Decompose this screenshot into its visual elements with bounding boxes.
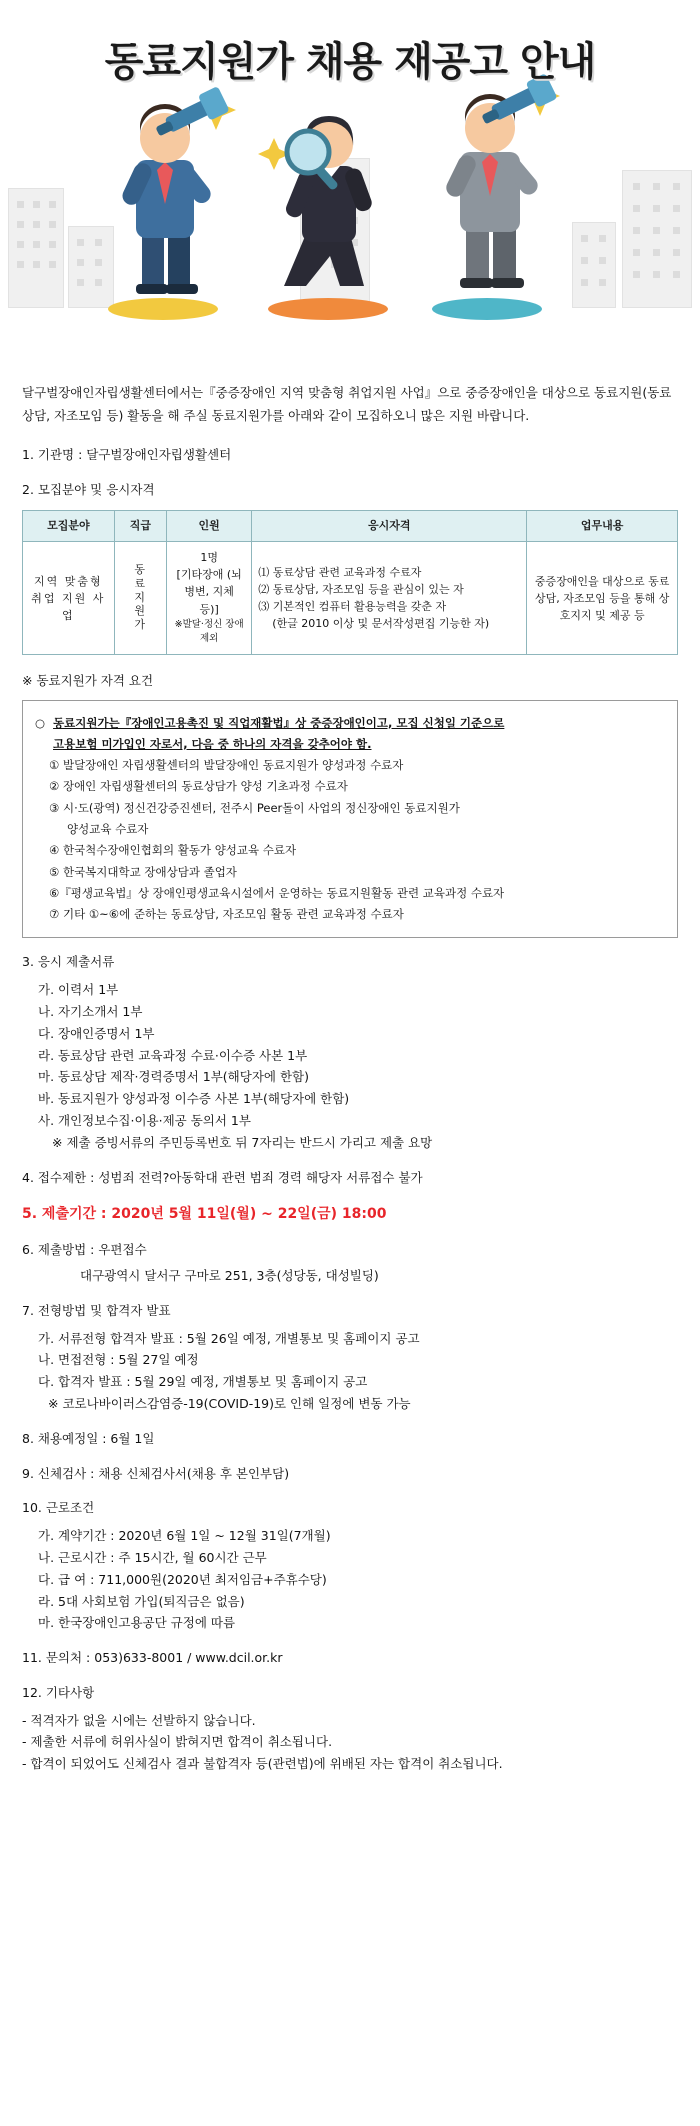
page-title: 동료지원가 채용 재공고 안내	[104, 39, 596, 85]
section-conditions-heading: 10. 근로조건	[22, 1500, 95, 1516]
etc-item: - 제출한 서류에 허위사실이 밝혀지면 합격이 취소됩니다.	[22, 1734, 333, 1750]
section-fields-heading: 2. 모집분야 및 응시자격	[22, 481, 155, 497]
etc-list	[22, 1710, 678, 1776]
cell-count-note: ※발달·정신 장애 제외	[174, 618, 244, 645]
cell-field-text: 지역 맞춤형 취업 지원 사업	[31, 574, 106, 622]
qualification-item: ⑥『평생교육법』상 장애인평생교육시설에서 운영하는 동료지원활동 관련 교육과정 수료자	[49, 885, 505, 900]
figure-right-telescope	[418, 54, 568, 308]
selection-item: 가. 서류전형 합격자 발표 : 5월 26일 예정, 개별통보 및 홈페이지 공고	[38, 1330, 420, 1346]
qualification-heading: ※ 동료지원가 자격 요건	[22, 673, 154, 689]
qualification-lead	[35, 713, 665, 734]
section-docs-heading: 3. 응시 제출서류	[22, 954, 115, 970]
cell-grade	[114, 542, 166, 655]
section-period	[22, 1203, 678, 1226]
section-selection-heading: 7. 전형방법 및 합격자 발표	[22, 1302, 171, 1318]
docs-list	[22, 979, 678, 1154]
cell-count-main: 1명	[200, 551, 218, 565]
conditions-list	[22, 1525, 678, 1634]
table-row	[23, 542, 678, 655]
selection-note: ※ 코로나바이러스감염증-19(COVID-19)로 인해 일정에 변동 가능	[48, 1396, 411, 1412]
requirement-line: ⑴ 동료상담 관련 교육과정 수료자	[258, 566, 422, 580]
section-submit-heading: 6. 제출방법 : 우편접수	[22, 1241, 147, 1257]
cell-duty: 중증장애인을 대상으로 동료상담, 자조모임 등을 통해 상호지지 및 제공 등	[527, 542, 678, 655]
docs-item: 나. 자기소개서 1부	[38, 1003, 143, 1019]
cell-requirements	[252, 542, 527, 655]
docs-item: 사. 개인정보수집·이용·제공 동의서 1부	[38, 1113, 251, 1129]
cell-field	[23, 542, 115, 655]
figure-center-magnifier	[258, 74, 398, 308]
selection-item: 다. 합격자 발표 : 5월 29일 예정, 개별통보 및 홈페이지 공고	[38, 1374, 368, 1390]
figure-left-telescope	[96, 64, 236, 308]
period-label: 5. 제출기간 :	[22, 1205, 112, 1222]
docs-note: ※ 제출 증빙서류의 주민등록번호 뒤 7자리는 반드시 가리고 제출 요망	[52, 1135, 433, 1151]
th-grade: 직급	[114, 511, 166, 542]
requirement-line: ⑵ 동료상담, 자조모임 등을 관심이 있는 자	[258, 583, 464, 597]
hero-banner	[0, 0, 700, 360]
conditions-item: 가. 계약기간 : 2020년 6월 1일 ~ 12월 31일(7개월)	[38, 1527, 331, 1543]
circle-bullet-icon: ○	[35, 715, 50, 730]
qualification-item: ① 발달장애인 자립생활센터의 발달장애인 동료지원가 양성과정 수료자	[49, 758, 404, 773]
intro-paragraph: 달구벌장애인자립생활센터에서는『중증장애인 지역 맞춤형 취업지원 사업』으로 중증장애인을 대상으로 동료지원(동료상담, 자조모임 등) 활동을 해 주실 동료지원가를 아래와 같이 모집하오니 많은 지원 바랍니다.	[22, 385, 672, 423]
th-duty: 업무내용	[527, 511, 678, 542]
section-restriction: 4. 접수제한 : 성범죄 전력?아동학대 관련 범죄 경력 해당자 서류접수 불가	[22, 1169, 423, 1185]
section-etc-heading: 12. 기타사항	[22, 1684, 95, 1700]
conditions-item: 나. 근로시간 : 주 15시간, 월 60시간 근무	[38, 1549, 267, 1565]
etc-item: - 적격자가 없을 시에는 선발하지 않습니다.	[22, 1712, 256, 1728]
docs-item: 마. 동료상담 제작·경력증명서 1부(해당자에 한함)	[38, 1069, 309, 1085]
th-requirements: 응시자격	[252, 511, 527, 542]
selection-item: 나. 면접전형 : 5월 27일 예정	[38, 1352, 199, 1368]
docs-item: 다. 장애인증명서 1부	[38, 1025, 155, 1041]
th-field: 모집분야	[23, 511, 115, 542]
etc-item: - 합격이 되었어도 신체검사 결과 불합격자 등(관련법)에 위배된 자는 합격이 취소됩니다.	[22, 1756, 503, 1772]
docs-item: 가. 이력서 1부	[38, 981, 119, 997]
recruitment-table	[22, 510, 678, 655]
qualification-item: ⑤ 한국복지대학교 장애상담과 졸업자	[49, 864, 237, 879]
qualification-lead-line2-wrap	[35, 734, 665, 755]
conditions-item: 라. 5대 사회보험 가입(퇴직금은 없음)	[38, 1593, 245, 1609]
section-contact: 11. 문의처 : 053)633-8001 / www.dcil.or.kr	[22, 1650, 283, 1666]
selection-list	[22, 1328, 678, 1416]
qualification-lead-line2: 고용보험 미가입인 자로서, 다음 중 하나의 자격을 갖추어야 함.	[53, 736, 372, 751]
docs-item: 바. 동료지원가 양성과정 이수증 사본 1부(해당자에 한함)	[38, 1091, 350, 1107]
qualification-item: ④ 한국척수장애인협회의 활동가 양성교육 수료자	[49, 843, 297, 858]
section-submit-address: 대구광역시 달서구 구마로 251, 3층(성당동, 대성빌딩)	[80, 1268, 379, 1284]
requirement-line: (한글 2010 이상 및 문서작성편집 기능한 자)	[272, 617, 490, 631]
qualification-item: ② 장애인 자립생활센터의 동료상담가 양성 기초과정 수료자	[49, 779, 348, 794]
docs-item: 라. 동료상담 관련 교육과정 수료·이수증 사본 1부	[38, 1047, 308, 1063]
conditions-item: 마. 한국장애인고용공단 규정에 따름	[38, 1615, 236, 1631]
period-value: 2020년 5월 11일(월) ~ 22일(금) 18:00	[111, 1205, 387, 1222]
qualification-item: ③ 시·도(광역) 정신건강증진센터, 전주시 Peer돌이 사업의 정신장애인 동료지원가	[49, 800, 460, 815]
cell-grade-text: 동료지원가	[134, 563, 148, 632]
conditions-item: 다. 급 여 : 711,000원(2020년 최저임금+주휴수당)	[38, 1571, 327, 1587]
qualification-lead-line1: 동료지원가는『장애인고용촉진 및 직업재활법』상 중증장애인이고, 모집 신청일 기준으로	[53, 715, 505, 730]
cell-count	[167, 542, 252, 655]
section-medical: 9. 신체검사 : 채용 신체검사서(채용 후 본인부담)	[22, 1465, 290, 1481]
poster-content	[0, 360, 700, 1805]
cell-count-sub: [기타장애 (뇌병변, 지체 등)]	[176, 568, 242, 616]
qualification-box	[22, 700, 678, 939]
qualification-item-cont: 양성교육 수료자	[67, 821, 149, 836]
th-count: 인원	[167, 511, 252, 542]
requirement-line: ⑶ 기본적인 컴퓨터 활용능력을 갖춘 자	[258, 600, 447, 614]
section-hire-date: 8. 채용예정일 : 6월 1일	[22, 1431, 155, 1447]
qualification-item: ⑦ 기타 ①~⑥에 준하는 동료상담, 자조모임 활동 관련 교육과정 수료자	[49, 907, 404, 922]
section-org: 1. 기관명 : 달구벌장애인자립생활센터	[22, 447, 232, 462]
table-header-row	[23, 511, 678, 542]
